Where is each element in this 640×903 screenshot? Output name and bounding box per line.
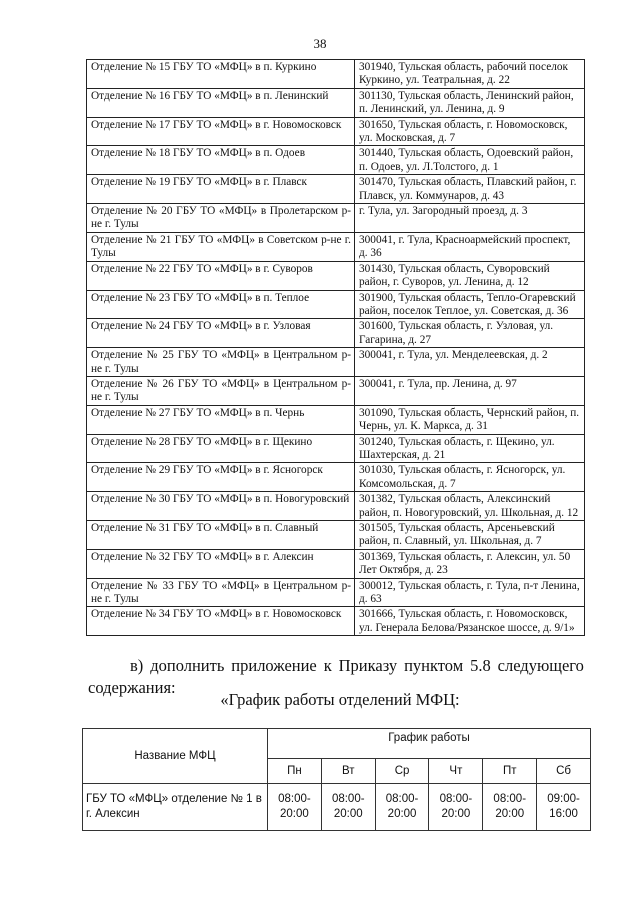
office-name: Отделение № 28 ГБУ ТО «МФЦ» в г. Щекино <box>87 434 355 463</box>
office-name: Отделение № 20 ГБУ ТО «МФЦ» в Пролетарском р-не г. Тулы <box>87 204 355 233</box>
amendment-word: пунктом <box>404 656 464 675</box>
amendment-word: в) <box>130 656 144 675</box>
working-hours-cell: 08:00- 20:00 <box>321 784 375 831</box>
schedule-table <box>82 728 591 831</box>
office-row <box>87 463 585 492</box>
office-address: 301900, Тульская область, Тепло-Огаревский район, поселок Теплое, ул. Советская, д. 36 <box>355 290 585 319</box>
office-name: Отделение № 29 ГБУ ТО «МФЦ» в г. Ясногорск <box>87 463 355 492</box>
office-name: Отделение № 18 ГБУ ТО «МФЦ» в п. Одоев <box>87 146 355 175</box>
working-hours-cell: 08:00- 20:00 <box>483 784 537 831</box>
office-address: 301090, Тульская область, Чернский район, п. Чернь, ул. К. Маркса, д. 31 <box>355 405 585 434</box>
office-name: Отделение № 27 ГБУ ТО «МФЦ» в п. Чернь <box>87 405 355 434</box>
office-row <box>87 60 585 89</box>
schedule-row <box>83 784 591 831</box>
office-row <box>87 492 585 521</box>
office-address: 301130, Тульская область, Ленинский район, п. Ленинский, ул. Ленина, д. 9 <box>355 88 585 117</box>
day-header: Чт <box>429 759 483 784</box>
day-header: Пн <box>268 759 322 784</box>
office-name: Отделение № 21 ГБУ ТО «МФЦ» в Советском р-не г. Тулы <box>87 232 355 261</box>
office-address: 300041, г. Тула, Красноармейский проспект, д. 36 <box>355 232 585 261</box>
office-row <box>87 232 585 261</box>
office-address: 301650, Тульская область, г. Новомосковск, ул. Московская, д. 7 <box>355 117 585 146</box>
amendment-word: следующего <box>497 656 584 675</box>
amendment-word: приложение <box>231 656 317 675</box>
day-header: Сб <box>537 759 591 784</box>
office-row <box>87 319 585 348</box>
office-row <box>87 405 585 434</box>
office-row <box>87 88 585 117</box>
page-number: 38 <box>313 36 327 51</box>
office-row <box>87 348 585 377</box>
office-row <box>87 434 585 463</box>
office-address: 301382, Тульская область, Алексинский район, п. Новогуровский, ул. Школьная, д. 12 <box>355 492 585 521</box>
office-row <box>87 204 585 233</box>
office-address: 300041, г. Тула, ул. Менделеевская, д. 2 <box>355 348 585 377</box>
office-name: Отделение № 19 ГБУ ТО «МФЦ» в г. Плавск <box>87 175 355 204</box>
name-column-header: Название МФЦ <box>83 729 268 784</box>
office-name: Отделение № 22 ГБУ ТО «МФЦ» в г. Суворов <box>87 261 355 290</box>
office-row <box>87 578 585 607</box>
office-address: 301600, Тульская область, г. Узловая, ул. Гагарина, д. 27 <box>355 319 585 348</box>
office-address: 301470, Тульская область, Плавский район, г. Плавск, ул. Коммунаров, д. 43 <box>355 175 585 204</box>
office-address: 301240, Тульская область, г. Щекино, ул. Шахтерская, д. 21 <box>355 434 585 463</box>
office-name: Отделение № 26 ГБУ ТО «МФЦ» в Центральном р-не г. Тулы <box>87 376 355 405</box>
office-address: 301030, Тульская область, г. Ясногорск, ул. Комсомольская, д. 7 <box>355 463 585 492</box>
schedule-column-header: График работы <box>268 729 591 759</box>
office-row <box>87 290 585 319</box>
office-name: Отделение № 34 ГБУ ТО «МФЦ» в г. Новомосковск <box>87 607 355 636</box>
office-address: 301369, Тульская область, г. Алексин, ул. 50 Лет Октября, д. 23 <box>355 549 585 578</box>
office-name: Отделение № 30 ГБУ ТО «МФЦ» в п. Новогуровский <box>87 492 355 521</box>
office-address: 301505, Тульская область, Арсеньевский район, п. Славный, ул. Школьная, д. 7 <box>355 521 585 550</box>
office-name: Отделение № 25 ГБУ ТО «МФЦ» в Центральном р-не г. Тулы <box>87 348 355 377</box>
office-name: Отделение № 15 ГБУ ТО «МФЦ» в п. Куркино <box>87 60 355 89</box>
schedule-title: «График работы отделений МФЦ: <box>220 690 460 709</box>
amendment-word: Приказу <box>338 656 398 675</box>
office-address: 301440, Тульская область, Одоевский район, п. Одоев, ул. Л.Толстого, д. 1 <box>355 146 585 175</box>
amendment-line-2: содержания: <box>88 678 176 697</box>
office-address: 300012, Тульская область, г. Тула, п-т Ленина, д. 63 <box>355 578 585 607</box>
amendment-word: дополнить <box>150 656 225 675</box>
office-address: г. Тула, ул. Загородный проезд, д. 3 <box>355 204 585 233</box>
day-header: Вт <box>321 759 375 784</box>
office-name: Отделение № 24 ГБУ ТО «МФЦ» в г. Узловая <box>87 319 355 348</box>
office-name: Отделение № 31 ГБУ ТО «МФЦ» в п. Славный <box>87 521 355 550</box>
working-hours-cell: 09:00- 16:00 <box>537 784 591 831</box>
office-address: 301430, Тульская область, Суворовский район, г. Суворов, ул. Ленина, д. 12 <box>355 261 585 290</box>
working-hours-cell: 08:00- 20:00 <box>429 784 483 831</box>
office-name: Отделение № 16 ГБУ ТО «МФЦ» в п. Ленинский <box>87 88 355 117</box>
office-name: Отделение № 17 ГБУ ТО «МФЦ» в г. Новомосковск <box>87 117 355 146</box>
schedule-office-name: ГБУ ТО «МФЦ» отделение № 1 в г. Алексин <box>83 784 268 831</box>
office-row <box>87 117 585 146</box>
offices-table <box>86 59 585 636</box>
office-row <box>87 521 585 550</box>
amendment-line-1 <box>88 655 584 677</box>
office-row <box>87 261 585 290</box>
office-address: 300041, г. Тула, пр. Ленина, д. 97 <box>355 376 585 405</box>
office-row <box>87 376 585 405</box>
day-header: Пт <box>483 759 537 784</box>
office-row <box>87 146 585 175</box>
office-name: Отделение № 33 ГБУ ТО «МФЦ» в Центральном р-не г. Тулы <box>87 578 355 607</box>
office-name: Отделение № 23 ГБУ ТО «МФЦ» в п. Теплое <box>87 290 355 319</box>
office-address: 301666, Тульская область, г. Новомосковск, ул. Генерала Белова/Рязанское шоссе, д. 9/1» <box>355 607 585 636</box>
office-name: Отделение № 32 ГБУ ТО «МФЦ» в г. Алексин <box>87 549 355 578</box>
office-row <box>87 607 585 636</box>
day-header: Ср <box>375 759 429 784</box>
amendment-word: к <box>323 656 332 675</box>
working-hours-cell: 08:00- 20:00 <box>375 784 429 831</box>
office-address: 301940, Тульская область, рабочий поселок Куркино, ул. Театральная, д. 22 <box>355 60 585 89</box>
working-hours-cell: 08:00- 20:00 <box>268 784 322 831</box>
office-row <box>87 175 585 204</box>
office-row <box>87 549 585 578</box>
amendment-word: 5.8 <box>470 656 491 675</box>
